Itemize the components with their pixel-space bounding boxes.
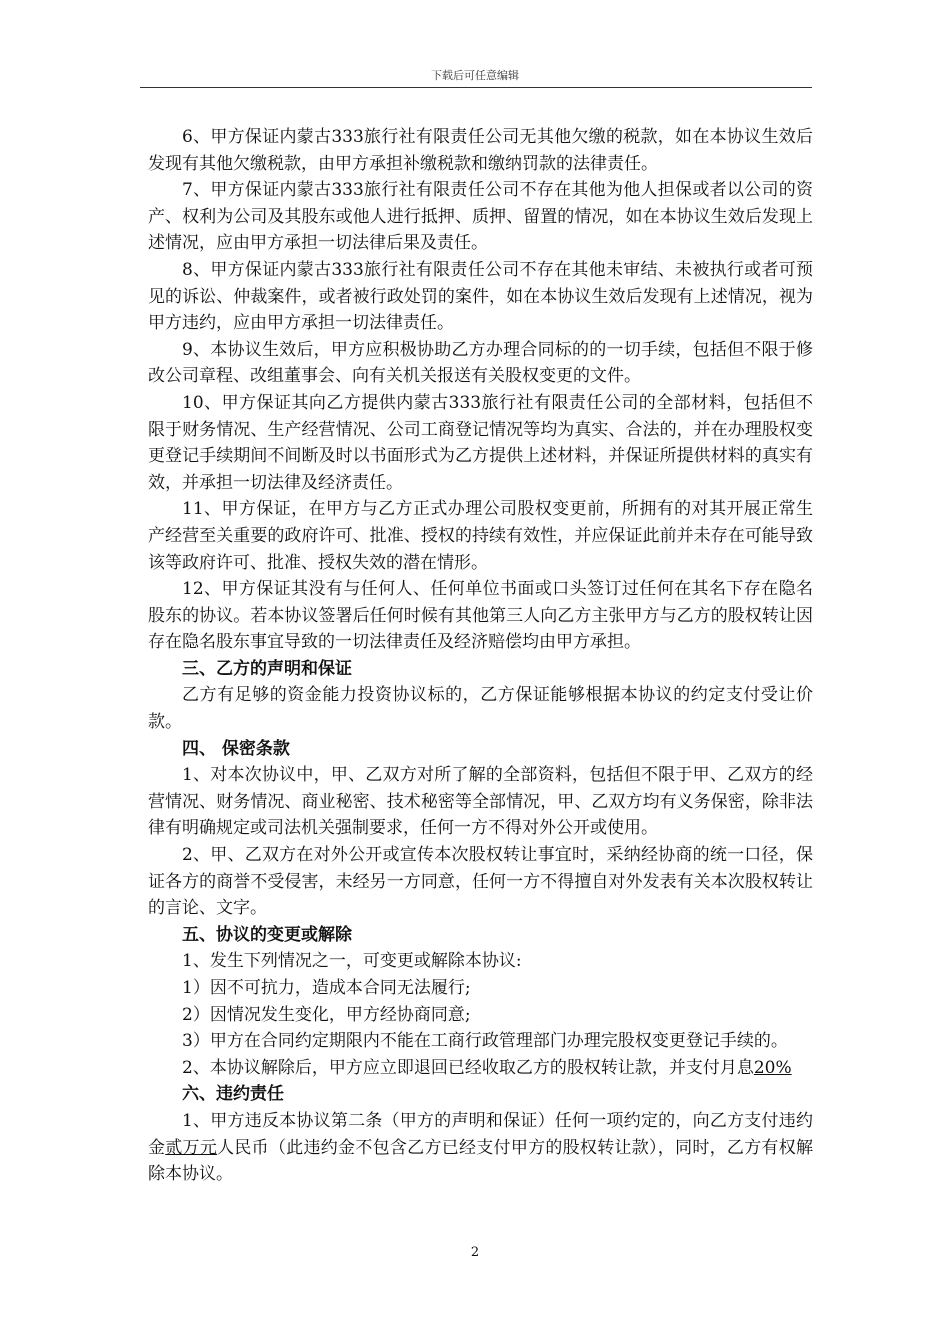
clause-7: 7、甲方保证内蒙古333旅行社有限责任公司不存在其他为他人担保或者以公司的资产、权利为公司及其股东或他人进行抵押、质押、留置的情况，如在本协议生效后发现上述情况，应由甲方承担一切法律后果及责任。 <box>148 180 813 254</box>
interest-rate: 20% <box>753 1057 792 1078</box>
section-4-paragraph-1: 1、对本次协议中，甲、乙双方对所了解的全部资料，包括但不限于甲、乙双方的经营情况、财务情况、商业秘密、技术秘密等全部情况，甲、乙双方均有义务保密，除非法律有明确规定或司法机关强制要求，任何一方不得对外公开或使用。 <box>148 765 813 839</box>
section-5-heading: 五、协议的变更或解除 <box>182 924 352 945</box>
section-3-paragraph: 乙方有足够的资金能力投资协议标的，乙方保证能够根据本协议的约定支付受让价款。 <box>148 685 813 733</box>
clause-10: 10、甲方保证其向乙方提供内蒙古333旅行社有限责任公司的全部材料，包括但不限于财务情况、生产经营情况、公司工商登记情况等均为真实、合法的，并在办理股权变更登记手续期间不间断及时以书面形式为乙方提供上述材料，并保证所提供材料的真实有效，并承担一切法律及经济责任。 <box>148 392 813 493</box>
section-6-text-a: 1、甲方违反本协议第二条（甲方的声明和保证）任何一项约定的，向乙方支付违约金 <box>148 1110 813 1158</box>
clause-8: 8、甲方保证内蒙古333旅行社有限责任公司不存在其他未审结、未被执行或者可预见的诉讼、仲裁案件，或者被行政处罚的案件，如在本协议生效后发现有上述情况，视为甲方违约，应由甲方承担一切法律责任。 <box>148 259 813 334</box>
page-number: 2 <box>470 1245 480 1260</box>
section-5-paragraph-2 <box>148 1055 813 1082</box>
header-rule <box>140 87 812 88</box>
section-6-text-c: 人民币（此违约金不包含乙方已经支付甲方的股权转让款），同时，乙方有权解除本协议。 <box>148 1137 814 1185</box>
clause-12: 12、甲方保证其没有与任何人、任何单位书面或口头签订过任何在其名下存在隐名股东的协议。若本协议签署后任何时候有其他第三人向乙方主张甲方与乙方的股权转让因存在隐名股东事宜导致的一切法律责任及经济赔偿均由甲方承担。 <box>148 579 813 653</box>
section-5-item-3: 3）甲方在合同约定期限内不能在工商行政管理部门办理完股权变更登记手续的。 <box>182 1031 788 1052</box>
section-4-paragraph-2: 2、甲、乙双方在对外公开或宣传本次股权转让事宜时，采纳经协商的统一口径，保证各方的商誉不受侵害，未经另一方同意，任何一方不得擅自对外发表有关本次股权转让的言论、文字。 <box>148 845 813 919</box>
section-3-heading: 三、乙方的声明和保证 <box>182 658 352 679</box>
penalty-amount: 贰万元 <box>165 1137 218 1158</box>
clause-11: 11、甲方保证，在甲方与乙方正式办理公司股权变更前，所拥有的对其开展正常生产经营至关重要的政府许可、批准、授权的持续有效性，并应保证此前并未存在可能导致该等政府许可、批准、授权失效的潜在情形。 <box>148 499 813 573</box>
section-4-heading: 四、 保密条款 <box>182 738 290 759</box>
section-6-heading: 六、违约责任 <box>182 1084 284 1105</box>
section-5-paragraph-2-text: 2、本协议解除后，甲方应立即退回已经收取乙方的股权转让款，并支付月息 <box>182 1057 754 1078</box>
page-header: 下载后可任意编辑 <box>431 69 519 82</box>
clause-9: 9、本协议生效后，甲方应积极协助乙方办理合同标的的一切手续，包括但不限于修改公司章程、改组董事会、向有关机关报送有关股权变更的文件。 <box>148 339 813 387</box>
document-body <box>148 124 813 1188</box>
clause-6: 6、甲方保证内蒙古333旅行社有限责任公司无其他欠缴的税款，如在本协议生效后发现有其他欠缴税款，由甲方承担补缴税款和缴纳罚款的法律责任。 <box>148 127 813 174</box>
section-5-paragraph-1: 1、发生下列情况之一，可变更或解除本协议: <box>182 951 522 972</box>
section-5-item-2: 2）因情况发生变化，甲方经协商同意; <box>182 1004 471 1025</box>
section-6-paragraph-1 <box>148 1108 813 1188</box>
section-5-item-1: 1）因不可抗力，造成本合同无法履行; <box>182 978 471 998</box>
